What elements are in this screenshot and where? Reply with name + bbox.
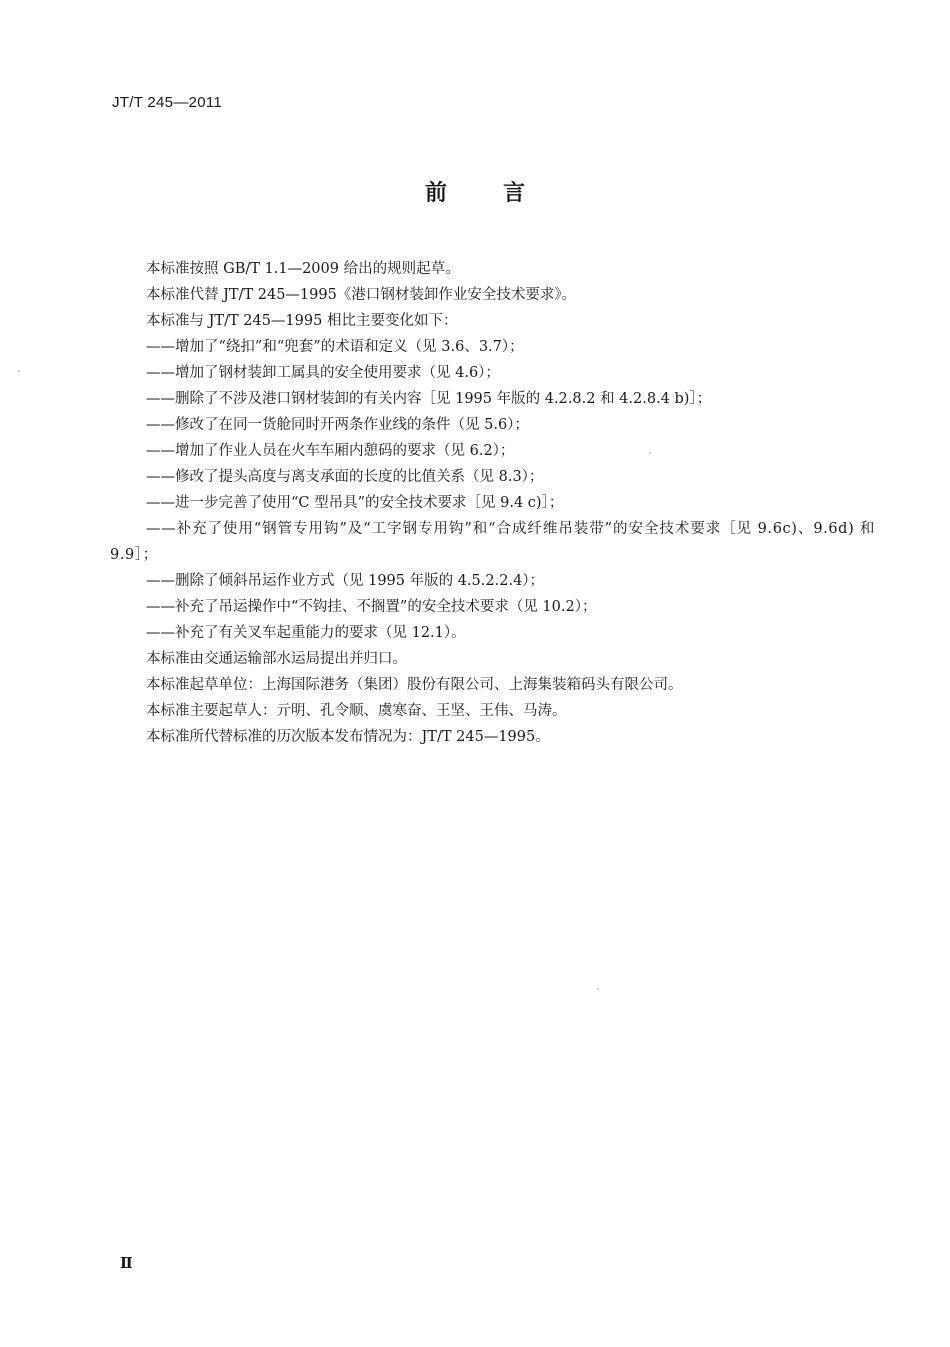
paragraph-drafting-rules: 本标准按照 GB/T 1.1—2009 给出的规则起草。 [146,261,460,277]
scan-speck [18,370,20,372]
page-title [0,176,950,207]
paragraph-drafting-units: 本标准起草单位：上海国际港务（集团）股份有限公司、上海集装箱码头有限公司。 [146,677,683,693]
page-title-char-2: 言 [503,181,526,206]
paragraph-changes-intro: 本标准与 JT/T 245—1995 相比主要变化如下： [146,313,458,329]
scan-speck [597,988,599,990]
change-item: ——补充了有关叉车起重能力的要求（见 12.1）。 [146,625,466,641]
paragraph-replaces: 本标准代替 JT/T 245—1995《港口钢材装卸作业安全技术要求》。 [146,287,577,303]
scan-speck [649,452,651,454]
change-item: ——进一步完善了使用“C 型吊具”的安全技术要求［见 9.4 c)］； [146,495,564,511]
page-number: Ⅱ [120,1254,133,1272]
change-item: ——增加了作业人员在火车车厢内憩码的要求（见 6.2）； [146,443,515,459]
change-item: ——补充了吊运操作中“不钩挂、不搁置”的安全技术要求（见 10.2）； [146,599,597,615]
paragraph-version-history: 本标准所代替标准的历次版本发布情况为：JT/T 245—1995。 [146,729,550,745]
page-title-char-1: 前 [424,181,447,206]
standard-code: JT/T 245—2011 [112,94,223,111]
change-item: ——增加了钢材装卸工属具的安全使用要求（见 4.6）； [146,365,500,381]
foreword-body [110,256,875,750]
change-item: ——删除了不涉及港口钢材装卸的有关内容［见 1995 年版的 4.2.8.2 和 4.2.8.4 b)］； [146,391,712,407]
change-item: ——删除了倾斜吊运作业方式（见 1995 年版的 4.5.2.2.4）； [146,573,545,589]
paragraph-drafters: 本标准主要起草人：亓明、孔令顺、虞寒奋、王坚、王伟、马涛。 [146,703,567,719]
change-item: ——修改了在同一货舱同时开两条作业线的条件（见 5.6）； [146,417,529,433]
paragraph-proposer: 本标准由交通运输部水运局提出并归口。 [146,651,407,667]
change-item: ——修改了提头高度与离支承面的长度的比值关系（见 8.3）； [146,469,544,485]
change-item: ——补充了使用“钢管专用钩”及“工字钢专用钩”和“合成纤维吊装带”的安全技术要求［见 9.6c)、9.6d) 和 9.9］； [110,521,875,563]
change-item: ——增加了“绕扣”和“兜套”的术语和定义（见 3.6、3.7）； [146,339,524,355]
